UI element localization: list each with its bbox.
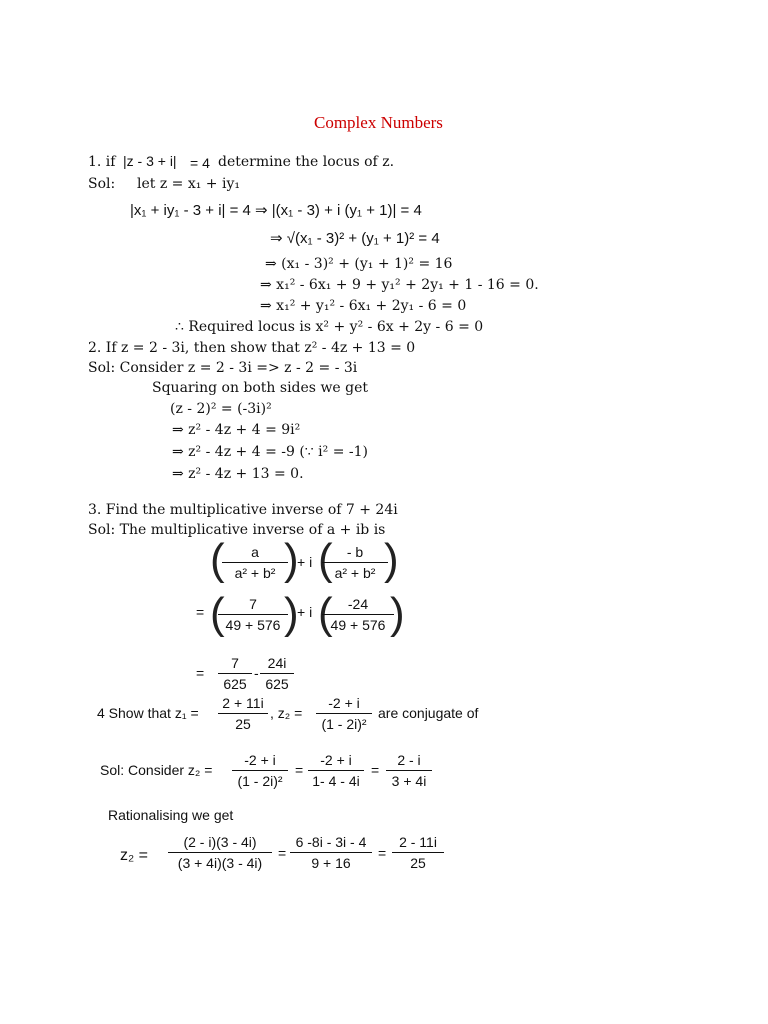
denominator: 9 + 16 — [311, 855, 351, 871]
equals: = — [371, 762, 380, 778]
numerator: -24 — [347, 596, 369, 612]
fraction — [322, 544, 388, 581]
q1-label: 1. if — [88, 154, 116, 170]
q2-statement: 2. If z = 2 - 3i, then show that z² - 4z + 13 = 0 — [88, 340, 416, 356]
numerator: 2 - 11i — [399, 834, 437, 850]
right-paren: ) — [390, 589, 405, 638]
denominator: (1 - 2i)² — [237, 773, 283, 789]
q1-line2: ⇒ √(x₁ - 3)² + (y₁ + 1)² = 4 — [270, 230, 440, 247]
q2-line3: ⇒ z² - 4z + 4 = 9i² — [172, 422, 301, 438]
left-paren: ( — [210, 535, 225, 584]
q2-sol: Sol: Consider z = 2 - 3i => z - 2 = - 3i — [88, 360, 358, 376]
q1-equals: = 4 — [190, 155, 210, 171]
q2-line1: Squaring on both sides we get — [152, 380, 369, 396]
denominator: 49 + 576 — [330, 617, 386, 633]
fraction — [386, 752, 432, 789]
fraction — [260, 655, 294, 692]
numerator: -2 + i — [244, 752, 276, 768]
q4-statement-b: are conjugate of — [378, 705, 479, 721]
numerator: a — [251, 544, 259, 560]
q1-sol-label: Sol: — [88, 176, 116, 192]
q1-let: let z = x₁ + iy₁ — [137, 176, 240, 192]
denominator: (3 + 4i)(3 - 4i) — [177, 855, 263, 871]
fraction — [232, 752, 288, 789]
fraction — [392, 834, 444, 871]
equals: = — [196, 604, 205, 620]
numerator: 2 - i — [397, 752, 421, 768]
denominator: a² + b² — [234, 565, 276, 581]
q2-line2: (z - 2)² = (-3i)² — [170, 401, 272, 417]
denominator: 1- 4 - 4i — [312, 773, 360, 789]
equals: = — [378, 845, 387, 861]
q1-line3: ⇒ (x₁ - 3)² + (y₁ + 1)² = 16 — [265, 256, 453, 272]
denominator: 25 — [410, 855, 426, 871]
q1-expression: |z - 3 + i| — [123, 153, 177, 169]
q3-statement: 3. Find the multiplicative inverse of 7 + 24i — [88, 502, 398, 518]
denominator: 49 + 576 — [225, 617, 281, 633]
comma-z2: , z₂ = — [270, 705, 303, 721]
fraction — [308, 752, 364, 789]
denominator: (1 - 2i)² — [321, 716, 367, 732]
q2-line5: ⇒ z² - 4z + 13 = 0. — [172, 466, 304, 482]
fraction — [218, 695, 268, 732]
numerator: 2 + 11i — [222, 695, 264, 711]
numerator: -2 + i — [320, 752, 352, 768]
q3-sol: Sol: The multiplicative inverse of a + ib is — [88, 522, 386, 538]
q1-line5: ⇒ x₁² + y₁² - 6x₁ + 2y₁ - 6 = 0 — [260, 298, 467, 314]
numerator: 24i — [267, 655, 287, 671]
q2-line4: ⇒ z² - 4z + 4 = -9 (∵ i² = -1) — [172, 444, 368, 460]
q1-line4: ⇒ x₁² - 6x₁ + 9 + y₁² + 2y₁ + 1 - 16 = 0. — [260, 277, 539, 293]
right-paren: ) — [284, 535, 299, 584]
q1-conclusion: ∴ Required locus is x² + y² - 6x + 2y - 6 = 0 — [175, 319, 484, 335]
plus-i: + i — [297, 604, 313, 620]
fraction — [322, 596, 394, 633]
right-paren: ) — [284, 589, 299, 638]
q1-line1: |x₁ + iy₁ - 3 + i| = 4 ⇒ |(x₁ - 3) + i (y₁ + 1)| = 4 — [130, 202, 422, 219]
fraction — [222, 544, 288, 581]
fraction — [218, 655, 252, 692]
q4-statement-a: 4 Show that z₁ = — [97, 705, 199, 721]
denominator: 625 — [223, 676, 247, 692]
numerator: 7 — [231, 655, 239, 671]
left-paren: ( — [210, 589, 225, 638]
denominator: 3 + 4i — [391, 773, 427, 789]
equals: = — [196, 665, 205, 681]
left-paren: ( — [318, 589, 333, 638]
right-paren: ) — [384, 535, 399, 584]
numerator: (2 - i)(3 - 4i) — [183, 834, 257, 850]
equals: = — [278, 845, 287, 861]
fraction — [290, 834, 372, 871]
numerator: -2 + i — [328, 695, 360, 711]
denominator: 25 — [235, 716, 251, 732]
numerator: - b — [346, 544, 364, 560]
denominator: 625 — [265, 676, 289, 692]
equals: = — [295, 762, 304, 778]
minus: - — [254, 665, 259, 681]
q4-sol: Sol: Consider z₂ = — [100, 762, 213, 778]
left-paren: ( — [318, 535, 333, 584]
numerator: 6 -8i - 3i - 4 — [295, 834, 367, 850]
fraction — [316, 695, 372, 732]
numerator: 7 — [249, 596, 257, 612]
rationalising-text: Rationalising we get — [108, 807, 234, 823]
page-title: Complex Numbers — [314, 113, 443, 132]
fraction — [168, 834, 272, 871]
denominator: a² + b² — [334, 565, 376, 581]
fraction — [218, 596, 288, 633]
plus-i: + i — [297, 554, 313, 570]
z2-label: z₂ = — [120, 847, 148, 864]
q1-statement-rest: determine the locus of z. — [218, 154, 395, 170]
